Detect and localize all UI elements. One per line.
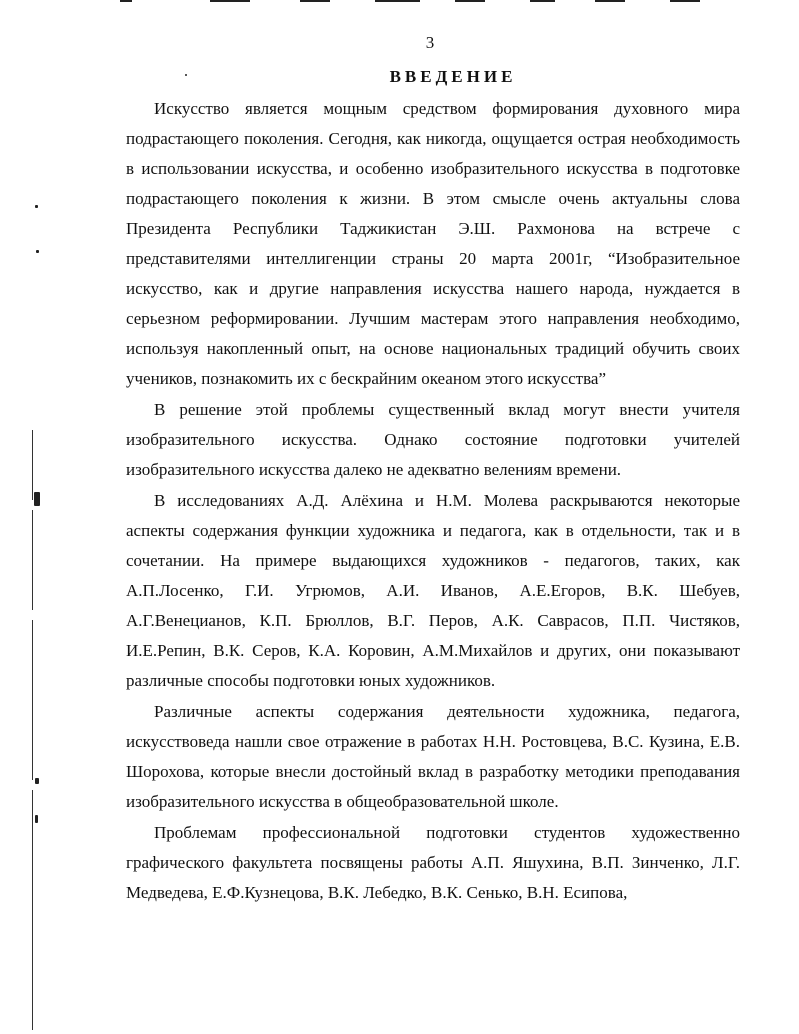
scan-speck (36, 250, 39, 253)
scan-speck (34, 492, 40, 506)
scan-speck (35, 778, 39, 784)
page-number: 3 (425, 33, 435, 52)
paragraph: В решение этой проблемы существенный вклад могут внести учителя изобразительного искусства. Однако состояние подготовки учителей изобразительного искусства далеко не адекватно велениям времени. (126, 400, 740, 479)
page-title: ВВЕДЕНИЕ (389, 67, 517, 86)
scan-edge-marks (120, 0, 760, 4)
scan-speck (35, 815, 38, 823)
paragraph: Различные аспекты содержания деятельности художника, педагога, искусствоведа нашли свое отражение в работах Н.Н. Ростовцева, В.С. Кузина, Е.В. Шорохова, которые внесли достойный вклад в разработку методики преподавания изобразительного искусства в общеобразовательной школе. (126, 702, 740, 811)
scan-margin-line (32, 790, 33, 1030)
scan-margin-line (32, 510, 33, 610)
scan-margin-line (32, 620, 33, 780)
paragraph: Искусство является мощным средством формирования духовного мира подрастающего поколения. Сегодня, как никогда, ощущается острая необходимость в использовании искусства, и особенно изобразительного искусства в подготовке подрастающего поколения к жизни. В этом смысле очень актуальны слова Президента Республики Таджикистан Э.Ш. Рахмонова на встрече с представителями интеллигенции страны 20 марта 2001г, “Изобразительное искусство, как и другие направления искусства нашего народа, нуждается в серьезном реформировании. Лучшим мастерам этого направления необходимо, используя накопленный опыт, на основе национальных традиций обучить своих учеников, познакомить их с бескрайним океаном этого искусства” (126, 99, 740, 388)
scan-margin-line (32, 430, 33, 500)
paragraph: Проблемам профессиональной подготовки студентов художественно графического факультета посвящены работы А.П. Яшухина, В.П. Зинченко, Л.Г. Медведева, Е.Ф.Кузнецова, В.К. Лебедко, В.К. Сенько, В.Н. Есипова, (126, 823, 740, 902)
body-text (126, 94, 740, 908)
scan-speck (35, 205, 38, 208)
paragraph: В исследованиях А.Д. Алёхина и Н.М. Молева раскрываются некоторые аспекты содержания функции художника и педагога, как в отдельности, так и в сочетании. На примере выдающихся художников - педагогов, таких, как А.П.Лосенко, Г.И. Угрюмов, А.И. Иванов, А.Е.Егоров, В.К. Шебуев, А.Г.Венецианов, К.П. Брюллов, В.Г. Перов, А.К. Саврасов, П.П. Чистяков, И.Е.Репин, В.К. Серов, К.А. Коровин, А.М.Михайлов и других, они показывают различные способы подготовки юных художников. (126, 491, 740, 690)
